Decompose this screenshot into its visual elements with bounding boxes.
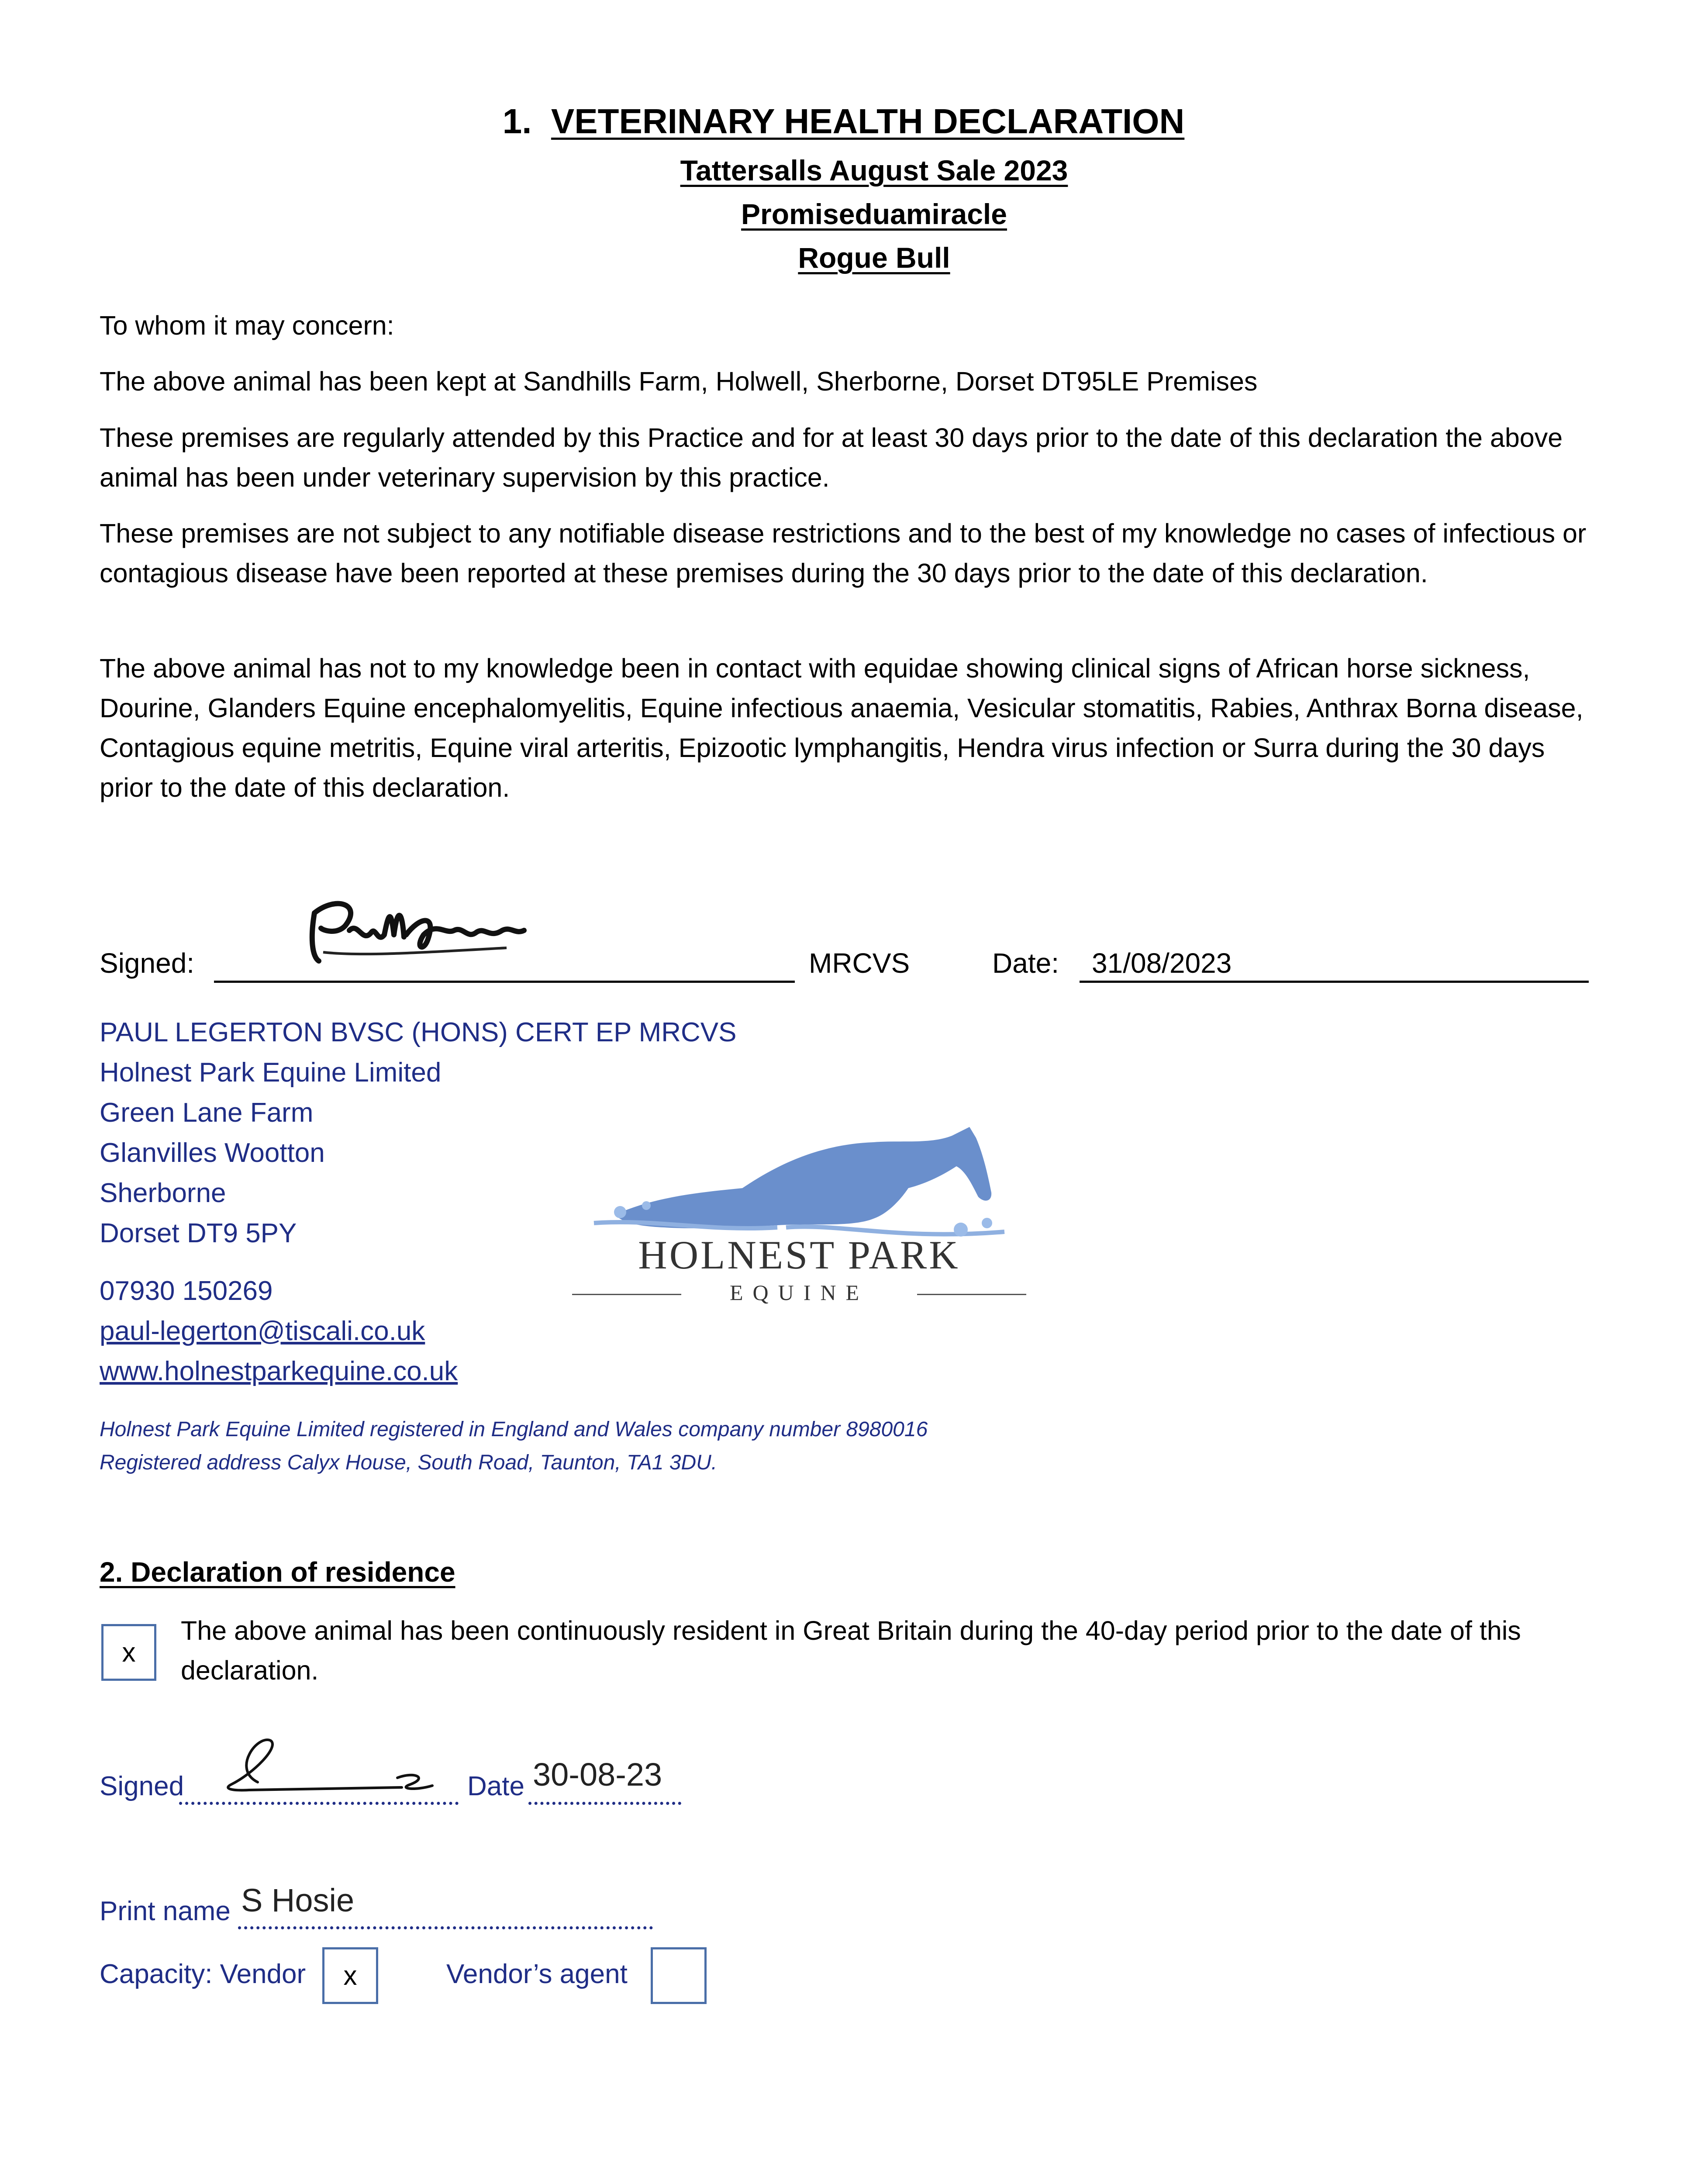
vet-signed-label: Signed:	[100, 947, 195, 979]
vet-date-value: 31/08/2023	[1092, 947, 1232, 979]
vet-town: Sherborne	[100, 1178, 226, 1208]
vendor-date-label: Date	[467, 1771, 524, 1801]
vet-phone: 07930 150269	[100, 1276, 273, 1306]
vendor-signed-label: Signed	[100, 1771, 184, 1801]
holnest-park-logo	[568, 1118, 1031, 1319]
vet-email-link[interactable]: paul-legerton@tiscali.co.uk	[100, 1316, 425, 1346]
vet-contact-block	[100, 1271, 458, 1392]
horse-other-name: Rogue Bull	[798, 242, 950, 274]
residence-checkbox[interactable]: x	[101, 1624, 156, 1681]
vet-signature-image	[297, 887, 533, 974]
vet-address-line-2: Glanvilles Wootton	[100, 1138, 325, 1168]
vendor-date-line	[528, 1802, 681, 1805]
vet-address-line-1: Green Lane Farm	[100, 1098, 314, 1128]
vet-county-postcode: Dorset DT9 5PY	[100, 1218, 297, 1248]
vet-name: PAUL LEGERTON BVSC (HONS) CERT EP MRCVS	[100, 1017, 737, 1047]
vendor-date-value: 30-08-23	[533, 1756, 662, 1793]
residence-heading: 2. Declaration of residence	[100, 1556, 455, 1588]
logo-tagline: EQUINE	[729, 1280, 869, 1305]
registration-line-1: Holnest Park Equine Limited registered in England and Wales company number 8980016	[100, 1418, 928, 1441]
horse-name: Promiseduamiracle	[741, 198, 1007, 230]
horse-logo-icon	[568, 1118, 1031, 1249]
residence-statement: The above animal has been continuously resident in Great Britain during the 40-day period prior to the date of this declaration.	[181, 1616, 1521, 1685]
registration-line-2: Registered address Calyx House, South Road, Taunton, TA1 3DU.	[100, 1451, 718, 1474]
paragraph-premises: The above animal has been kept at Sandhills Farm, Holwell, Sherborne, Dorset DT95LE Premises	[100, 366, 1258, 396]
document-title	[0, 101, 1687, 142]
vet-date-line	[1080, 981, 1589, 983]
greeting: To whom it may concern:	[100, 311, 394, 340]
print-name-label: Print name	[100, 1896, 231, 1926]
logo-rule-right	[917, 1294, 1026, 1295]
registration-info	[100, 1413, 928, 1479]
vet-company: Holnest Park Equine Limited	[100, 1057, 442, 1088]
vendor-checkbox[interactable]: x	[322, 1947, 378, 2004]
logo-name: HOLNEST PARK	[638, 1233, 960, 1277]
vendor-agent-checkbox[interactable]	[651, 1947, 707, 2004]
logo-rule-left	[572, 1294, 681, 1295]
capacity-vendor-label: Capacity: Vendor	[100, 1959, 306, 1989]
mrcvs-label: MRCVS	[809, 947, 910, 979]
vendor-agent-label: Vendor’s agent	[446, 1959, 628, 1989]
title-text: VETERINARY HEALTH DECLARATION	[551, 102, 1185, 141]
print-name-value: S Hosie	[241, 1882, 355, 1918]
paragraph-supervision: These premises are regularly attended by this Practice and for at least 30 days prior to the date of this declaration the above animal has been under veterinary supervision by this practice.	[100, 423, 1563, 492]
vendor-signature-image	[205, 1730, 441, 1795]
paragraph-contact: The above animal has not to my knowledge been in contact with equidae showing clinical signs of African horse sickness, Dourine, Glanders Equine encephalomyelitis, Equine infectious anaemia, Vesicular stomatitis, Rabies, Anthrax Borna disease, Contagious equine metritis, Equine viral arteritis, Epizootic lymphangitis, Hendra virus infection or Surra during the 30 days prior to the date of this declaration.	[100, 653, 1584, 802]
paragraph-restrictions: These premises are not subject to any notifiable disease restrictions and to the best of my knowledge no cases of infectious or contagious disease have been reported at these premises during the 30 days prior to the date of this declaration.	[100, 518, 1587, 588]
vendor-signature-line	[179, 1802, 459, 1805]
vet-website-link[interactable]: www.holnestparkequine.co.uk	[100, 1356, 458, 1386]
print-name-line	[238, 1926, 653, 1929]
vet-signature-line	[214, 981, 795, 983]
sale-name: Tattersalls August Sale 2023	[680, 154, 1068, 187]
vet-date-label: Date:	[992, 947, 1059, 979]
title-number: 1.	[502, 102, 532, 141]
